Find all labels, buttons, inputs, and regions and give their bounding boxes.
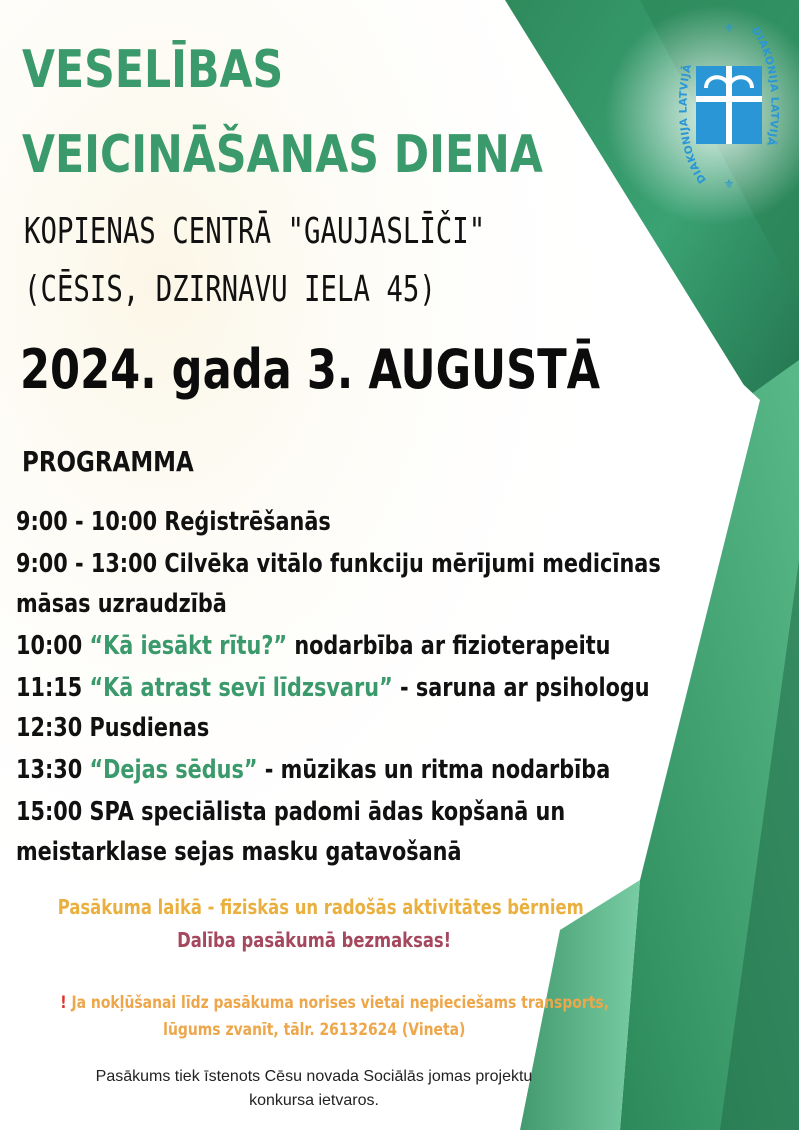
program-heading: PROGRAMMA <box>22 445 194 478</box>
program-time: 12:30 <box>16 713 83 743</box>
funding-footer-line2: konkursa ietvaros. <box>249 1092 379 1109</box>
diakonija-latvija-logo <box>672 16 786 192</box>
event-title-line1: VESELĪBAS <box>22 40 284 100</box>
program-highlight: “Dejas sēdus” <box>89 755 258 785</box>
program-item-continuation: meistarklase sejas masku gatavošanā <box>16 837 462 867</box>
svg-text:⚜: ⚜ <box>723 177 735 191</box>
venue-line1: KOPIENAS CENTRĀ "GAUJASLĪČI" <box>24 211 486 252</box>
funding-footer-line1: Pasākums tiek īstenots Cēsu novada Sociālās jomas projektu <box>95 1068 533 1085</box>
program-item <box>16 672 650 704</box>
program-item <box>16 506 331 538</box>
program-text: - saruna ar psihologu <box>400 673 650 703</box>
program-time: 10:00 <box>16 631 83 661</box>
event-title-line2: VEICINĀŠANAS DIENA <box>22 125 543 185</box>
exclamation-mark: ! <box>60 993 67 1013</box>
program-item-continuation: māsas uzraudzībā <box>16 589 227 619</box>
program-time: 11:15 <box>16 673 83 703</box>
program-text: Cilvēka vitālo funkciju mērījumi medicīnas <box>164 549 661 579</box>
svg-text:DIAKONIJA LATVIJĀ: DIAKONIJA LATVIJĀ <box>748 24 781 148</box>
free-participation-note: Dalība pasākumā bezmaksas! <box>176 928 452 952</box>
transport-note-line2: lūgums zvanīt, tālr. 26132624 (Vineta) <box>162 1020 466 1040</box>
svg-text:DIAKONIJA LATVIJĀ: DIAKONIJA LATVIJĀ <box>677 62 709 186</box>
program-time: 9:00 - 10:00 <box>16 507 158 537</box>
program-text: Reģistrēšanās <box>164 507 331 537</box>
program-time: 9:00 - 13:00 <box>16 549 158 579</box>
program-time: 15:00 <box>16 797 83 827</box>
program-text: - mūzikas un ritma nodarbība <box>264 755 611 785</box>
program-item <box>16 548 661 580</box>
program-text: SPA speciālista padomi ādas kopšanā un <box>89 797 566 827</box>
svg-text:⚜: ⚜ <box>723 21 735 35</box>
program-text: Pusdienas <box>89 713 210 743</box>
program-highlight: “Kā atrast sevī līdzsvaru” <box>89 673 393 703</box>
program-item <box>16 796 565 828</box>
program-item <box>16 754 610 786</box>
transport-note-line1: ! Ja nokļūšanai līdz pasākuma norises vietai nepieciešams transports, <box>60 993 610 1013</box>
children-activities-note: Pasākuma laikā - fiziskās un radošās aktivitātes bērniem <box>57 895 584 919</box>
program-item <box>16 712 209 744</box>
program-highlight: “Kā iesākt rītu?” <box>89 631 288 661</box>
program-item <box>16 630 611 662</box>
event-date: 2024. gada 3. AUGUSTĀ <box>20 338 601 401</box>
program-text: nodarbība ar fizioterapeitu <box>294 631 611 661</box>
venue-line2: (CĒSIS, DZIRNAVU IELA 45) <box>24 269 436 310</box>
program-time: 13:30 <box>16 755 83 785</box>
